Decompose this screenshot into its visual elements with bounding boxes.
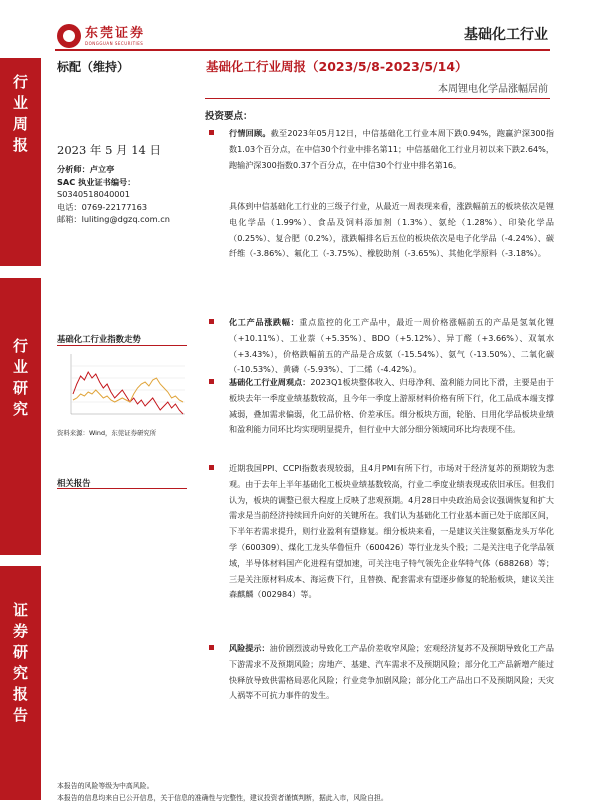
key-points-label: 投资要点： bbox=[205, 111, 253, 122]
analyst-email[interactable]: 邮箱：luliting@dgzq.com.cn bbox=[57, 214, 170, 225]
footer-risk-level: 本报告的风险等级为中高风险。 bbox=[57, 782, 154, 790]
sidebar-label-weekly: 行 业 周 报 bbox=[12, 73, 28, 154]
paragraph-weekly-view bbox=[229, 375, 554, 438]
analyst-name: 分析师：卢立亭 bbox=[57, 164, 115, 174]
rating: 标配（维持） bbox=[57, 60, 130, 74]
paragraph-lead: 行情回顾。 bbox=[229, 128, 271, 138]
bullet-icon bbox=[209, 379, 214, 384]
paragraph-outlook bbox=[229, 461, 554, 603]
sidebar-label-research: 行 业 研 究 bbox=[12, 337, 28, 418]
chart-source: 资料来源：Wind，东莞证券研究所 bbox=[57, 429, 157, 437]
paragraph-text: 重点监控的化工产品中，最近一周价格涨幅前五的产品是氢氧化锂（+10.11%）、工业萘（+5.35%）、BDO（+5.12%）、异丁醛（+3.66%）、双氧水（+3.43%），价格跌幅前五的产品是合成氨（-15.54%）、氨气（-13.50%）、二氧化碳（-10.53%）、黄磷（-5.93%）、丁二烯（-4.42%）。 bbox=[229, 317, 554, 375]
paragraph-text: 油价剧烈波动导致化工产品价差收窄风险；宏观经济复苏不及预期导致化工产品下游需求不及预期风险；房地产、基建、汽车需求不及预期风险；部分化工产品新增产能过快释放导致供需格局恶化风险；行业竞争加剧风险；部分化工产品出口不及预期风险；天灾人祸等不可抗力事件的发生。 bbox=[229, 643, 554, 701]
logo-emblem-icon bbox=[57, 24, 81, 48]
index-trend-chart bbox=[57, 350, 187, 424]
footer-disclaimer: 本报告的信息均来自已公开信息，关于信息的准确性与完整性，建议投资者谨慎判断，据此入市，风险自担。 bbox=[57, 794, 388, 802]
report-subtitle: 本周锂电化学品涨幅居前 bbox=[438, 84, 548, 95]
paragraph-chemical-prices bbox=[229, 315, 554, 378]
paragraph-market-review bbox=[229, 126, 554, 173]
title-divider bbox=[205, 98, 550, 99]
paragraph-risk bbox=[229, 641, 554, 704]
sac-label: SAC 执业证书编号： bbox=[57, 176, 136, 187]
chart-title: 基础化工行业指数走势 bbox=[57, 334, 141, 344]
bullet-icon bbox=[209, 645, 214, 650]
logo-name-en: DONGGUAN SECURITIES bbox=[85, 40, 144, 46]
paragraph-text: 近期我国PPI、CCPI指数表现较弱，且4月PMI有所下行，市场对于经济复苏的预期较为悲观。由于去年上半年基础化工板块业绩基数较高，行业二季度业绩表现或依旧承压。但我们认为，板块的调整已很大程度上反映了悲观预期。4月28日中央政治局会议强调恢复和扩大需求是当前经济持续回升向好的关键所在。我们认为基础化工行业基本面已处于底部区间，下半年若需求提升，则行业盈利有望修复。细分板块来看，一是建议关注聚氨酯龙头万华化学（600309）、煤化工龙头华鲁恒升（600426）等行业龙头个股；二是关注电子化学品领域，半导体材料国产化进程有望加速，可关注电子特气领先企业华特气体（688268）等；三是关注原材料成本、海运费下行，且替换、配套需求有望逐步修复的轮胎板块，建议关注森麒麟（002984）等。 bbox=[229, 463, 554, 600]
bullet-icon bbox=[209, 465, 214, 470]
logo-name-cn: 东莞证券 bbox=[85, 25, 146, 41]
chart-title-rule bbox=[57, 345, 187, 346]
report-date: 2023 年 5 月 14 日 bbox=[57, 143, 161, 157]
paragraph-lead: 化工产品涨跌幅： bbox=[229, 317, 300, 327]
paragraph-text: 2023Q1板块整体收入、归母净利、盈利能力同比下滑，主要是由于板块去年一季度业绩基数较高，且今年一季度上游原材料价格有所下行，化工品成本端支撑减弱，叠加需求偏弱，化工品价格、价差承压。细分板块方面，轮胎、日用化学品板块业绩和盈利能力同环比均实现明显提升，但行业中大部分细分领域同环比均表现不佳。 bbox=[229, 377, 554, 435]
bullet-icon bbox=[209, 319, 214, 324]
analyst-info bbox=[57, 163, 170, 226]
paragraph-lead: 风险提示： bbox=[229, 643, 270, 653]
company-logo bbox=[57, 22, 145, 50]
header-divider bbox=[55, 49, 550, 51]
bullet-icon bbox=[209, 130, 214, 135]
paragraph-text: 截至2023年05月12日，中信基础化工行业本周下跌0.94%，跑赢沪深300指数1.03个百分点，在中信30个行业中排名第11；中信基础化工行业月初以来下跌2.64%，跑输沪深300指数0.37个百分点，在中信30个行业中排名第16。 bbox=[229, 128, 554, 170]
industry-label: 基础化工行业 bbox=[464, 27, 548, 43]
paragraph-subsector bbox=[229, 199, 554, 262]
paragraph-lead: 基础化工行业周观点： bbox=[229, 377, 311, 387]
paragraph-text: 具体到中信基础化工行业的三级子行业，从最近一周表现来看，涨跌幅前五的板块依次是锂电化学品（1.99%）、食品及饲料添加剂（1.3%）、氨纶（1.28%）、印染化学品（0.25%）、复合肥（0.2%），涨跌幅排名后五位的板块依次是电子化学品（-4.24%）、碳纤维（-3.86%）、氟化工（-3.75%）、橡胶助剂（-3.65%）、其他化学原料（-3.18%）。 bbox=[229, 201, 554, 259]
report-title: 基础化工行业周报（2023/5/8-2023/5/14） bbox=[206, 59, 468, 74]
related-reports-rule bbox=[57, 488, 187, 489]
analyst-phone: 电话：0769-22177163 bbox=[57, 201, 148, 212]
sidebar-label-securities: 证 券 研 究 报 告 bbox=[12, 601, 28, 724]
sac-number: S0340518040001 bbox=[57, 189, 130, 200]
related-reports-title: 相关报告 bbox=[57, 478, 91, 488]
